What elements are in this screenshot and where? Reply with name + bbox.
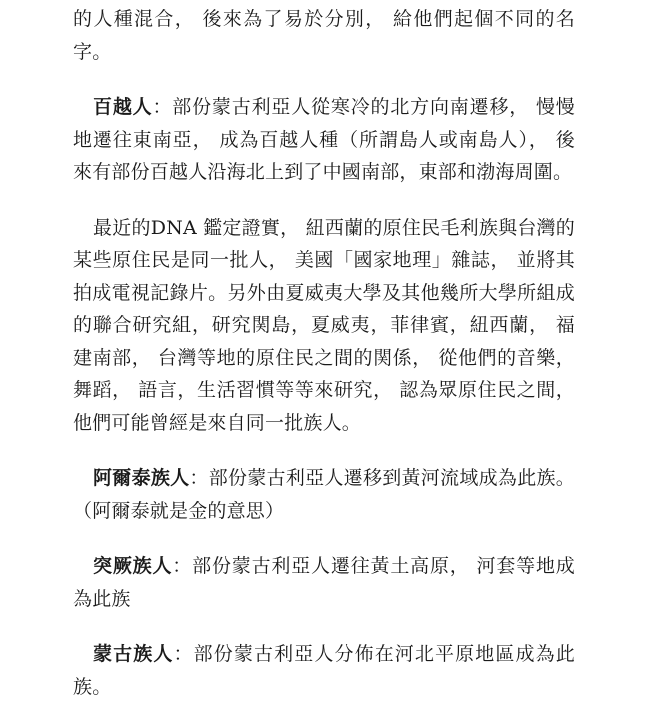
turk-text: ：部份蒙古利亞人遷往黃土高原， 河套等地成為此族 xyxy=(73,555,575,610)
baiyue-paragraph xyxy=(73,91,575,189)
dna-text: 最近的DNA 鑑定證實， 紐西蘭的原住民毛利族與台灣的某些原住民是同一批人， 美國「國家地理」雜誌， 並將其拍成電視記錄片。另外由夏威夷大學及其他幾所大學所組成的聯合研究組，研究関島，夏威夷，菲律賓，紐西蘭， 福建南部， 台灣等地的原住民之間的関係， 從他們的音樂，舞蹈， 語言，生活習慣等等來研究， 認為眾原住民之間， 他們可能曾經是來自同一批族人。 xyxy=(73,216,575,434)
intro-text: 的人種混合， 後來為了易於分別， 給他們起個不同的名字。 xyxy=(73,8,575,63)
baiyue-term: 百越人 xyxy=(93,96,153,118)
dna-paragraph xyxy=(73,212,575,440)
turk-paragraph xyxy=(73,550,575,615)
altai-term: 阿爾泰族人 xyxy=(93,467,190,489)
mongol-term: 蒙古族人 xyxy=(93,643,174,665)
document-page xyxy=(73,0,575,703)
intro-paragraph xyxy=(73,3,575,68)
mongol-text: ：部份蒙古利亞人分佈在河北平原地區成為此族。 xyxy=(73,643,575,698)
turk-term: 突厥族人 xyxy=(93,555,173,577)
altai-text: ：部份蒙古利亞人遷移到黃河流域成為此族。（阿爾泰就是金的意思） xyxy=(73,467,575,522)
altai-paragraph xyxy=(73,462,575,527)
baiyue-text: ：部份蒙古利亞人從寒冷的北方向南遷移， 慢慢地遷往東南亞， 成為百越人種（所謂島人或南島人）， 後來有部份百越人沿海北上到了中國南部，東部和渤海周圍。 xyxy=(73,96,575,183)
